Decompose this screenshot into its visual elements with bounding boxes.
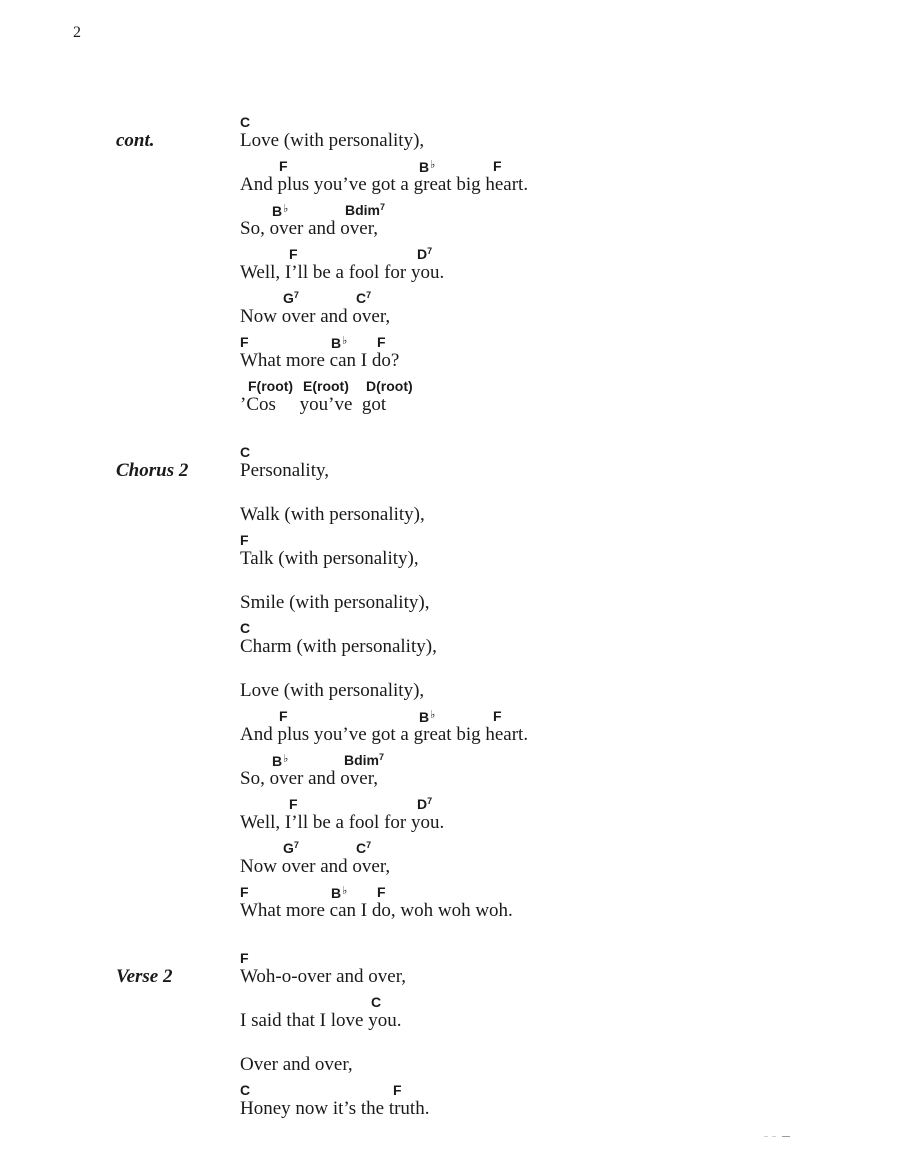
chord: Bdim$^7$ <box>344 752 385 768</box>
lyric-line: ’Cos you’ve got <box>240 394 387 415</box>
chord: F <box>493 158 502 174</box>
chord: E(root) <box>303 378 349 394</box>
chord: F <box>240 334 249 350</box>
chord: F <box>279 708 288 724</box>
lyric-line: Now over and over, <box>240 306 391 327</box>
chord: F <box>240 884 249 900</box>
lyric-line: Smile (with personality), <box>240 592 430 613</box>
chord: B♭ <box>272 753 289 769</box>
chord: F <box>279 158 288 174</box>
lyric-line: Talk (with personality), <box>240 548 419 569</box>
lyric-line: Well, I’ll be a fool for you. <box>240 812 445 833</box>
chord: C <box>240 1082 251 1098</box>
lyric-line: Love (with personality), <box>240 680 425 701</box>
lyric-line: Love (with personality), <box>240 130 425 151</box>
chord: F <box>393 1082 402 1098</box>
chord: B♭ <box>331 335 348 351</box>
lyric-line: What more can I do, woh woh woh. <box>240 900 513 921</box>
scan-mark <box>764 1136 790 1138</box>
chord: C <box>371 994 382 1010</box>
lyric-line: And plus you’ve got a great big heart. <box>240 724 529 745</box>
lyric-line: What more can I do? <box>240 350 400 371</box>
lyric-line: Over and over, <box>240 1054 353 1075</box>
chord: F <box>289 796 298 812</box>
chord: B♭ <box>419 709 436 725</box>
chord: B♭ <box>419 159 436 175</box>
chord: F <box>377 884 386 900</box>
chord: $C^7$ <box>356 840 372 856</box>
chord: $D^7$ <box>417 796 433 812</box>
chord: F <box>289 246 298 262</box>
page-number: 2 <box>73 24 81 41</box>
section-label-cont: cont. <box>116 130 155 151</box>
chord: B♭ <box>331 885 348 901</box>
lyric-line: Personality, <box>240 460 330 481</box>
lyric-line: Walk (with personality), <box>240 504 425 525</box>
lyric-line: And plus you’ve got a great big heart. <box>240 174 529 195</box>
chord: Bdim$^7$ <box>345 202 386 218</box>
chord: $G^7$ <box>283 840 299 856</box>
chord: C <box>240 114 251 130</box>
lyric-line: So, over and over, <box>240 768 379 789</box>
chord: $D^7$ <box>417 246 433 262</box>
lyric-line: Charm (with personality), <box>240 636 437 657</box>
section-label-chorus-2: Chorus 2 <box>116 460 189 481</box>
lyric-line: I said that I love you. <box>240 1010 402 1031</box>
chord: $C^7$ <box>356 290 372 306</box>
chord: B♭ <box>272 203 289 219</box>
chord: C <box>240 620 251 636</box>
section-label-verse-2: Verse 2 <box>116 966 173 987</box>
lyric-line: Now over and over, <box>240 856 391 877</box>
lyric-line: Honey now it’s the truth. <box>240 1098 430 1119</box>
lyric-line: Well, I’ll be a fool for you. <box>240 262 445 283</box>
chord: F(root) <box>248 378 294 394</box>
chord: $G^7$ <box>283 290 299 306</box>
chord: F <box>240 532 249 548</box>
lyric-line: So, over and over, <box>240 218 379 239</box>
chord: D(root) <box>366 378 413 394</box>
chord: F <box>377 334 386 350</box>
chord: F <box>240 950 249 966</box>
lyric-line: Woh-o-over and over, <box>240 966 407 987</box>
chord: C <box>240 444 251 460</box>
chord: F <box>493 708 502 724</box>
